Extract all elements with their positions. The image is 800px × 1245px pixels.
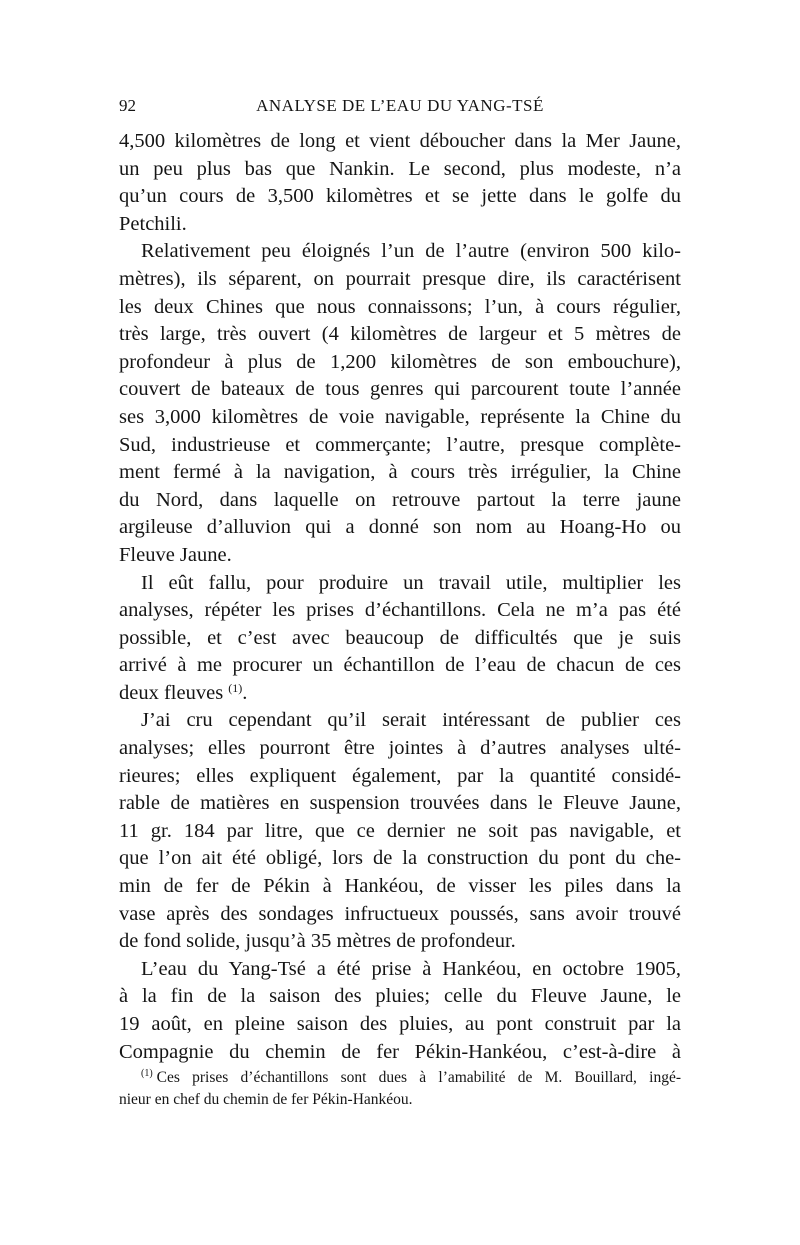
text-line: Sud, industrieuse et commerçante; l’autre, presque complète-	[119, 433, 681, 456]
footnote-line: nieur en chef du chemin de fer Pékin-Hankéou.	[119, 1091, 413, 1108]
text-line: que l’on ait été obligé, lors de la construction du pont du che-	[119, 847, 681, 870]
text-line: arrivé à me procurer un échantillon de l’eau de chacun de ces	[119, 654, 681, 677]
body-text	[119, 128, 681, 1066]
text-line: 4,500 kilomètres de long et vient déboucher dans la Mer Jaune,	[119, 130, 681, 152]
text-line: Il eût fallu, pour produire un travail utile, multiplier les	[141, 571, 681, 594]
text-line: Compagnie du chemin de fer Pékin-Hankéou, c’est-à-dire à	[119, 1040, 681, 1063]
text-line: mètres), ils séparent, on pourrait presque dire, ils caractérisent	[119, 267, 681, 290]
footnote	[119, 1067, 681, 1111]
running-head: ANALYSE DE L’EAU DU YANG-TSÉ	[256, 96, 544, 115]
footnote-text: Ces prises d’échantillons sont dues à l’amabilité de M. Bouillard, ingé-	[156, 1069, 681, 1086]
text-line: argileuse d’alluvion qui a donné son nom au Hoang-Ho ou	[119, 516, 681, 539]
footnote-line	[119, 1067, 681, 1089]
footnote-reference: (1)	[228, 680, 243, 695]
text-line: vase après des sondages infructueux poussés, sans avoir trouvé	[119, 902, 681, 925]
text-line: très large, très ouvert (4 kilomètres de largeur et 5 mètres de	[119, 323, 681, 346]
text-line: rieures; elles expliquent également, par la quantité considé-	[119, 764, 681, 787]
footnote-marker: (1)	[141, 1068, 153, 1079]
text-line: analyses, répéter les prises d’échantillons. Cela ne m’a pas été	[119, 599, 681, 622]
text-line: analyses; elles pourront être jointes à d’autres analyses ulté-	[119, 737, 681, 760]
text-line: possible, et c’est avec beaucoup de difficultés que je suis	[119, 626, 681, 649]
text-line-segment: deux fleuves	[119, 681, 224, 704]
text-line: L’eau du Yang-Tsé a été prise à Hankéou, en octobre 1905,	[141, 957, 681, 980]
text-line: ment fermé à la navigation, à cours très irrégulier, la Chine	[119, 461, 681, 484]
text-line: min de fer de Pékin à Hankéou, de visser les piles dans la	[119, 875, 681, 898]
text-line: Fleuve Jaune.	[119, 543, 232, 566]
text-line: de fond solide, jusqu’à 35 mètres de profondeur.	[119, 930, 516, 953]
text-line: ses 3,000 kilomètres de voie navigable, représente la Chine du	[119, 405, 681, 428]
text-line: à la fin de la saison des pluies; celle du Fleuve Jaune, le	[119, 985, 681, 1008]
text-line: 11 gr. 184 par litre, que ce dernier ne soit pas navigable, et	[119, 819, 681, 842]
text-line: un peu plus bas que Nankin. Le second, plus modeste, n’a	[119, 157, 681, 180]
text-line: Petchili.	[119, 212, 187, 235]
text-line: J’ai cru cependant qu’il serait intéressant de publier ces	[141, 709, 681, 732]
text-line: couvert de bateaux de tous genres qui parcourent toute l’année	[119, 378, 681, 401]
text-line: 19 août, en pleine saison des pluies, au pont construit par la	[119, 1013, 681, 1035]
page-number: 92	[119, 96, 136, 115]
text-line: rable de matières en suspension trouvées dans le Fleuve Jaune,	[119, 792, 681, 815]
text-line: profondeur à plus de 1,200 kilomètres de son embouchure),	[119, 350, 681, 373]
sentence-period: .	[242, 681, 248, 704]
text-line: qu’un cours de 3,500 kilomètres et se jette dans le golfe du	[119, 185, 681, 208]
text-line: les deux Chines que nous connaissons; l’un, à cours régulier,	[119, 295, 681, 318]
text-line: Relativement peu éloignés l’un de l’autre (environ 500 kilo-	[141, 240, 681, 263]
text-line: du Nord, dans laquelle on retrouve partout la terre jaune	[119, 488, 681, 511]
text-line-with-footnote	[119, 680, 681, 708]
page-header	[119, 96, 681, 120]
